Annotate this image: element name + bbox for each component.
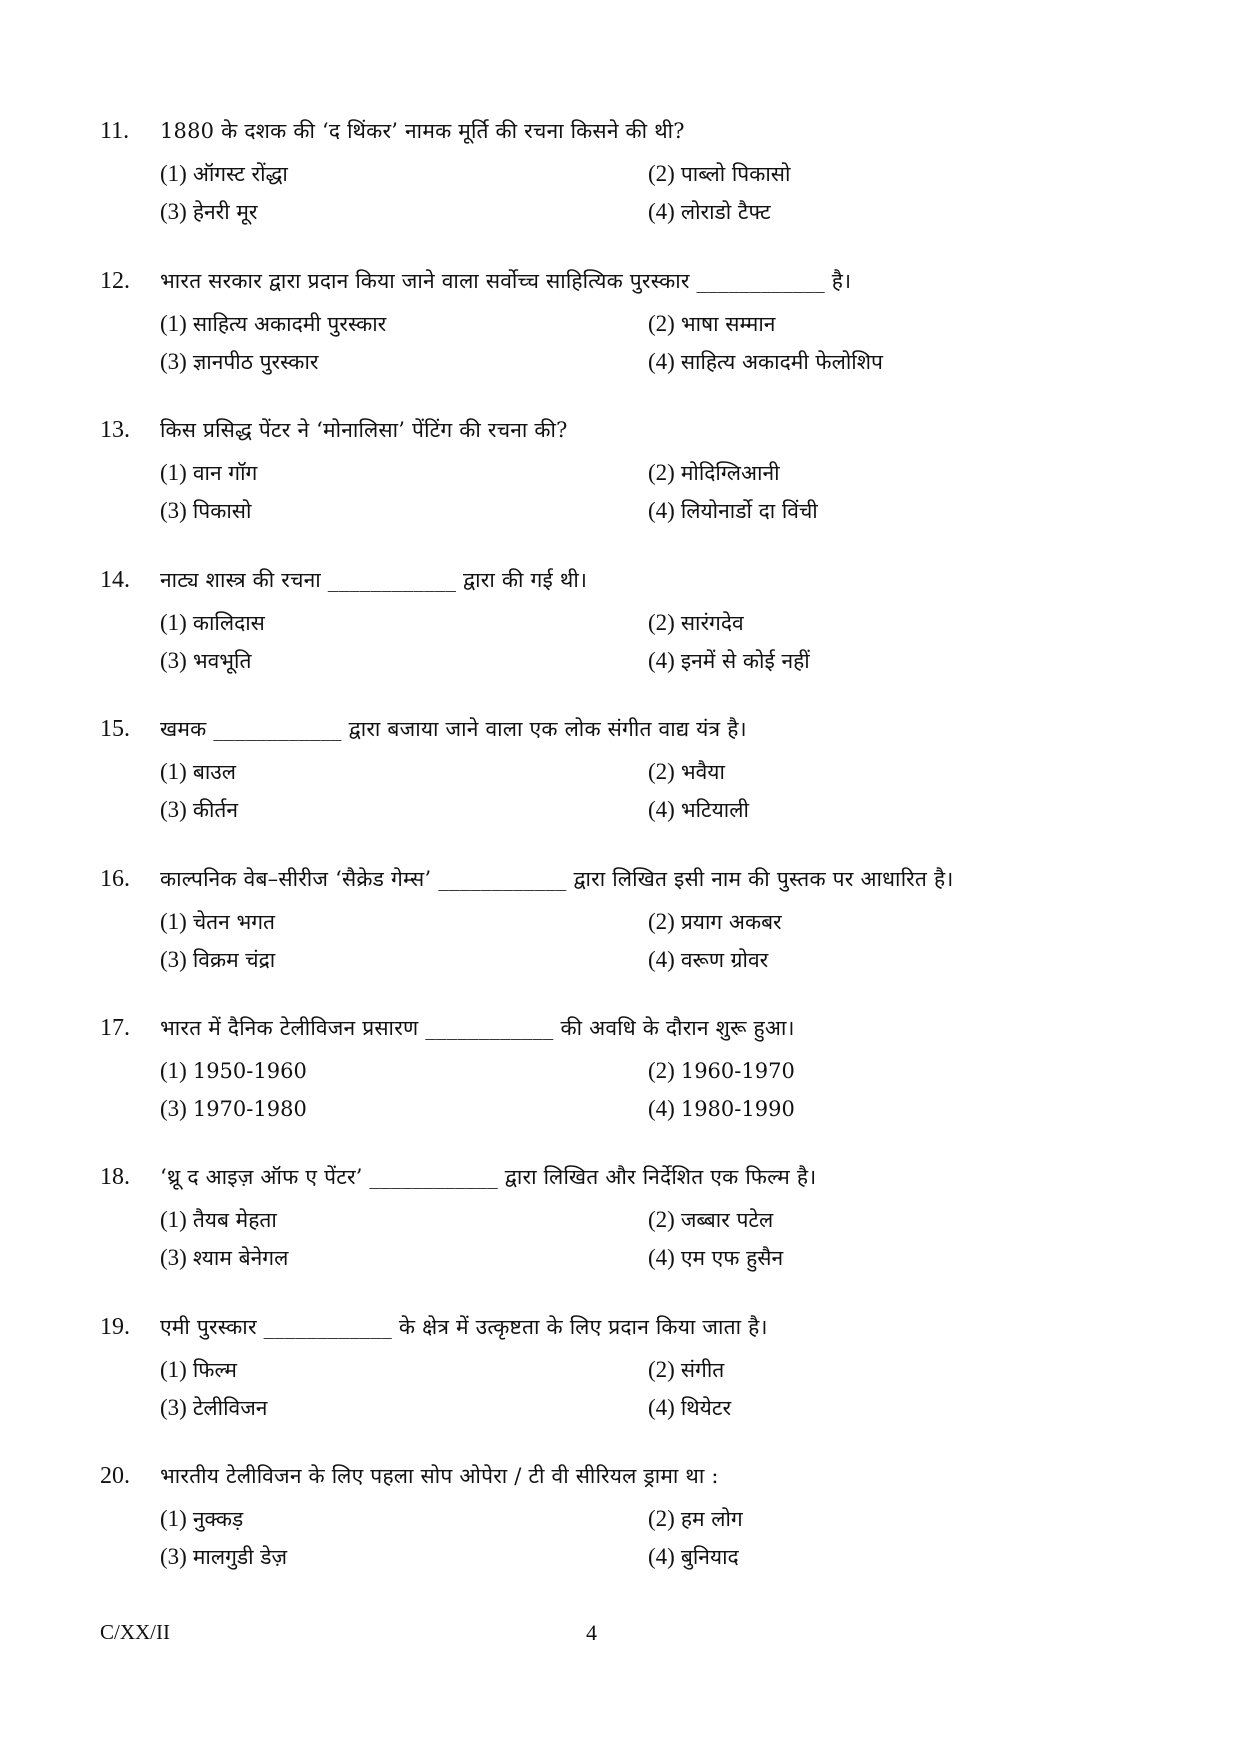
option-3: (3) ज्ञानपीठ पुरस्कार [160,349,319,374]
option-1: (1) तैयब मेहता [160,1207,277,1232]
option-2: (2) पाब्लो पिकासो [648,161,791,186]
option-2: (2) हम लोग [648,1506,743,1531]
question-number: 13. [100,417,130,443]
option-4: (4) थियेटर [648,1395,732,1420]
page-number: 4 [586,1620,597,1645]
question-20 [100,1462,1130,1576]
options-grid [160,305,1130,381]
question-number: 20. [100,1463,130,1489]
options-grid [160,1052,1130,1128]
option-3: (3) कीर्तन [160,797,239,822]
option-2: (2) भवैया [648,759,725,784]
question-number: 17. [100,1015,130,1041]
question-text: भारत में दैनिक टेलीविजन प्रसारण ____________ की अवधि के दौरान शुरू हुआ। [160,1016,795,1040]
option-4: (4) वरूण ग्रोवर [648,947,769,972]
option-1: (1) बाउल [160,759,237,784]
option-2: (2) सारंगदेव [648,610,744,635]
question-number: 16. [100,866,130,892]
question-text: 1880 के दशक की ‘द थिंकर’ नामक मूर्ति की रचना किसने की थी? [160,119,685,143]
question-number: 11. [100,118,130,144]
question-18 [100,1163,1130,1277]
paper-code: C/XX/II [100,1620,170,1644]
option-3: (3) 1970-1980 [160,1096,307,1121]
options-grid [160,155,1130,231]
option-1: (1) साहित्य अकादमी पुरस्कार [160,311,387,336]
question-11 [100,117,1130,231]
question-number: 15. [100,716,130,742]
question-text: भारतीय टेलीविजन के लिए पहला सोप ओपेरा / टी वी सीरियल ड्रामा था : [160,1464,719,1488]
option-4: (4) लियोनार्डो दा विंची [648,498,818,523]
option-3: (3) भवभूति [160,648,252,673]
question-text: भारत सरकार द्वारा प्रदान किया जाने वाला सर्वोच्च साहित्यिक पुरस्कार ____________ है। [160,269,852,293]
option-2: (2) प्रयाग अकबर [648,909,782,934]
options-grid [160,454,1130,530]
option-1: (1) कालिदास [160,610,265,635]
option-3: (3) विक्रम चंद्रा [160,947,276,972]
option-4: (4) भटियाली [648,797,749,822]
option-2: (2) संगीत [648,1357,725,1382]
options-grid [160,753,1130,829]
question-text: एमी पुरस्कार ____________ के क्षेत्र में उत्कृष्टता के लिए प्रदान किया जाता है। [160,1315,768,1339]
question-text: किस प्रसिद्ध पेंटर ने ‘मोनालिसा’ पेंटिंग की रचना की? [160,418,568,442]
option-1: (1) फिल्म [160,1357,237,1382]
option-2: (2) मोदिग्लिआनी [648,460,780,485]
option-4: (4) एम एफ हुसैन [648,1245,784,1270]
option-4: (4) 1980-1990 [648,1096,795,1121]
question-text: खमक ____________ द्वारा बजाया जाने वाला एक लोक संगीत वाद्य यंत्र है। [160,717,747,741]
options-grid [160,1500,1130,1576]
question-12 [100,267,1130,381]
option-2: (2) 1960-1970 [648,1058,795,1083]
option-1: (1) वान गॉग [160,460,258,485]
question-text: ‘थ्रू द आइज़ ऑफ ए पेंटर’ ____________ द्वारा लिखित और निर्देशित एक फिल्म है। [160,1165,817,1189]
question-text: काल्पनिक वेब–सीरीज ‘सैक्रेड गेम्स’ ____________ द्वारा लिखित इसी नाम की पुस्तक पर आधारित है। [160,867,954,891]
option-1: (1) 1950-1960 [160,1058,307,1083]
option-1: (1) नुक्कड़ [160,1506,244,1531]
option-3: (3) हेनरी मूर [160,199,258,224]
option-3: (3) श्याम बेनेगल [160,1245,289,1270]
option-2: (2) भाषा सम्मान [648,311,776,336]
options-grid [160,903,1130,979]
option-2: (2) जब्बार पटेल [648,1207,774,1232]
question-number: 19. [100,1314,130,1340]
question-17 [100,1014,1130,1128]
question-15 [100,715,1130,829]
option-3: (3) पिकासो [160,498,252,523]
option-4: (4) बुनियाद [648,1544,739,1569]
option-4: (4) साहित्य अकादमी फेलोशिप [648,349,883,374]
option-3: (3) मालगुडी डेज़ [160,1544,288,1569]
question-number: 12. [100,268,130,294]
option-1: (1) चेतन भगत [160,909,276,934]
question-text: नाट्य शास्त्र की रचना ____________ द्वारा की गई थी। [160,568,588,592]
question-13 [100,416,1130,530]
question-14 [100,566,1130,680]
question-19 [100,1313,1130,1427]
option-4: (4) इनमें से कोई नहीं [648,648,810,673]
question-number: 18. [100,1164,130,1190]
option-3: (3) टेलीविजन [160,1395,268,1420]
options-grid [160,604,1130,680]
options-grid [160,1351,1130,1427]
question-number: 14. [100,567,130,593]
question-16 [100,865,1130,979]
option-4: (4) लोराडो टैफ्ट [648,199,771,224]
options-grid [160,1201,1130,1277]
option-1: (1) ऑगस्ट रोंद्धा [160,161,288,186]
